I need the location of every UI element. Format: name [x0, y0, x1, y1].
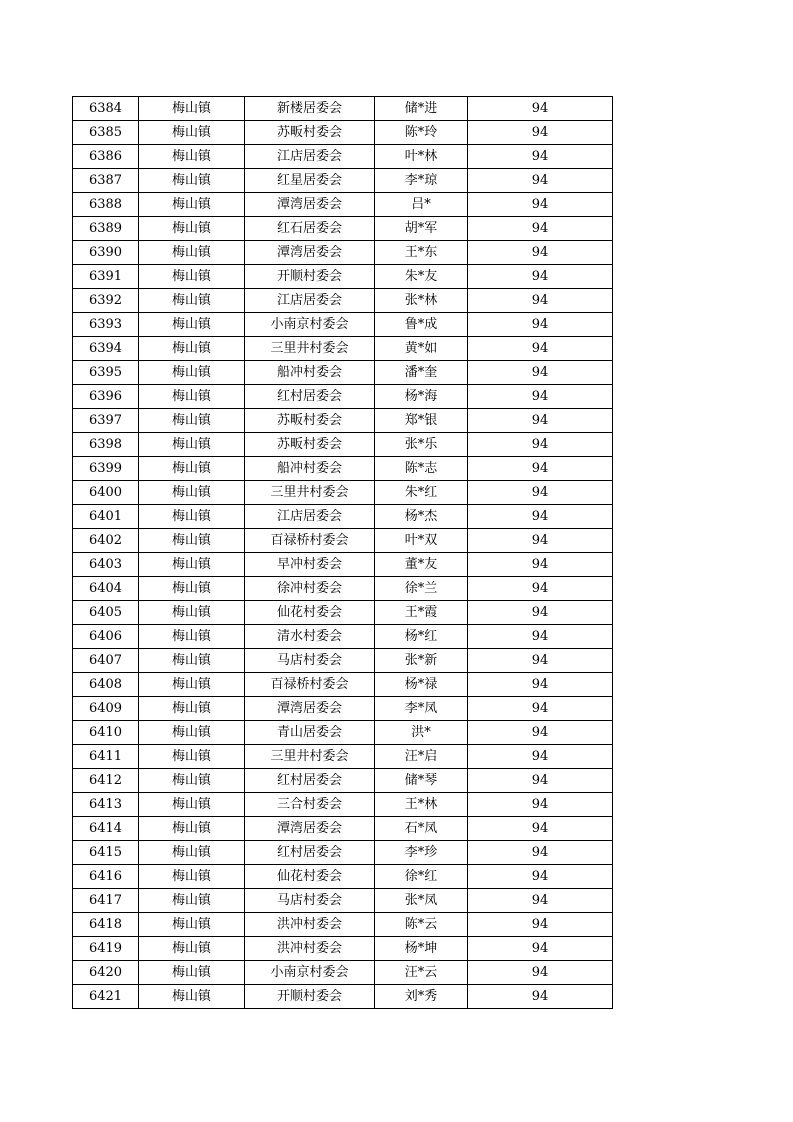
table-row: [73, 745, 613, 769]
village-cell: 开顺村委会: [245, 985, 375, 1009]
name-cell: 叶*林: [375, 145, 468, 169]
table-row: [73, 337, 613, 361]
name-cell: 鲁*成: [375, 313, 468, 337]
village-cell: 船冲村委会: [245, 361, 375, 385]
name-cell: 汪*云: [375, 961, 468, 985]
score-cell: 94: [468, 193, 613, 217]
village-cell: 三里井村委会: [245, 481, 375, 505]
name-cell: 李*琼: [375, 169, 468, 193]
town-cell: 梅山镇: [139, 625, 245, 649]
village-cell: 小南京村委会: [245, 961, 375, 985]
town-cell: 梅山镇: [139, 217, 245, 241]
row-id-cell: 6398: [73, 433, 139, 457]
score-cell: 94: [468, 769, 613, 793]
table-row: [73, 553, 613, 577]
row-id-cell: 6421: [73, 985, 139, 1009]
name-cell: 储*琴: [375, 769, 468, 793]
table-row: [73, 985, 613, 1009]
name-cell: 徐*兰: [375, 577, 468, 601]
town-cell: 梅山镇: [139, 961, 245, 985]
score-cell: 94: [468, 841, 613, 865]
name-cell: 王*霞: [375, 601, 468, 625]
row-id-cell: 6414: [73, 817, 139, 841]
row-id-cell: 6410: [73, 721, 139, 745]
table-row: [73, 505, 613, 529]
table-row: [73, 769, 613, 793]
town-cell: 梅山镇: [139, 169, 245, 193]
town-cell: 梅山镇: [139, 289, 245, 313]
score-cell: 94: [468, 361, 613, 385]
row-id-cell: 6420: [73, 961, 139, 985]
row-id-cell: 6406: [73, 625, 139, 649]
town-cell: 梅山镇: [139, 145, 245, 169]
village-cell: 马店村委会: [245, 889, 375, 913]
name-cell: 陈*云: [375, 913, 468, 937]
score-cell: 94: [468, 913, 613, 937]
town-cell: 梅山镇: [139, 529, 245, 553]
score-cell: 94: [468, 865, 613, 889]
score-cell: 94: [468, 169, 613, 193]
table-body: [73, 97, 613, 1009]
name-cell: 杨*杰: [375, 505, 468, 529]
table-row: [73, 577, 613, 601]
town-cell: 梅山镇: [139, 793, 245, 817]
town-cell: 梅山镇: [139, 265, 245, 289]
name-cell: 潘*奎: [375, 361, 468, 385]
name-cell: 张*林: [375, 289, 468, 313]
town-cell: 梅山镇: [139, 889, 245, 913]
score-cell: 94: [468, 673, 613, 697]
town-cell: 梅山镇: [139, 553, 245, 577]
row-id-cell: 6411: [73, 745, 139, 769]
row-id-cell: 6418: [73, 913, 139, 937]
village-cell: 洪冲村委会: [245, 937, 375, 961]
name-cell: 李*凤: [375, 697, 468, 721]
score-cell: 94: [468, 385, 613, 409]
town-cell: 梅山镇: [139, 97, 245, 121]
score-cell: 94: [468, 289, 613, 313]
score-cell: 94: [468, 217, 613, 241]
score-cell: 94: [468, 577, 613, 601]
name-cell: 杨*禄: [375, 673, 468, 697]
village-cell: 仙花村委会: [245, 865, 375, 889]
data-table: [72, 96, 613, 1009]
name-cell: 张*乐: [375, 433, 468, 457]
score-cell: 94: [468, 433, 613, 457]
name-cell: 黄*如: [375, 337, 468, 361]
name-cell: 陈*玲: [375, 121, 468, 145]
name-cell: 杨*坤: [375, 937, 468, 961]
name-cell: 王*东: [375, 241, 468, 265]
village-cell: 洪冲村委会: [245, 913, 375, 937]
name-cell: 朱*友: [375, 265, 468, 289]
table-row: [73, 889, 613, 913]
row-id-cell: 6413: [73, 793, 139, 817]
score-cell: 94: [468, 337, 613, 361]
row-id-cell: 6401: [73, 505, 139, 529]
score-cell: 94: [468, 625, 613, 649]
town-cell: 梅山镇: [139, 121, 245, 145]
table-row: [73, 529, 613, 553]
score-cell: 94: [468, 481, 613, 505]
town-cell: 梅山镇: [139, 721, 245, 745]
table-row: [73, 913, 613, 937]
name-cell: 刘*秀: [375, 985, 468, 1009]
table-row: [73, 601, 613, 625]
name-cell: 石*凤: [375, 817, 468, 841]
name-cell: 朱*红: [375, 481, 468, 505]
score-cell: 94: [468, 985, 613, 1009]
village-cell: 红星居委会: [245, 169, 375, 193]
table-row: [73, 169, 613, 193]
name-cell: 郑*银: [375, 409, 468, 433]
score-cell: 94: [468, 529, 613, 553]
town-cell: 梅山镇: [139, 505, 245, 529]
row-id-cell: 6404: [73, 577, 139, 601]
village-cell: 清水村委会: [245, 625, 375, 649]
village-cell: 早冲村委会: [245, 553, 375, 577]
table-row: [73, 721, 613, 745]
name-cell: 张*凤: [375, 889, 468, 913]
village-cell: 红村居委会: [245, 385, 375, 409]
score-cell: 94: [468, 241, 613, 265]
town-cell: 梅山镇: [139, 817, 245, 841]
table-row: [73, 217, 613, 241]
table-row: [73, 841, 613, 865]
name-cell: 洪*: [375, 721, 468, 745]
town-cell: 梅山镇: [139, 649, 245, 673]
village-cell: 江店居委会: [245, 145, 375, 169]
village-cell: 红村居委会: [245, 769, 375, 793]
name-cell: 王*林: [375, 793, 468, 817]
score-cell: 94: [468, 961, 613, 985]
town-cell: 梅山镇: [139, 481, 245, 505]
table-row: [73, 241, 613, 265]
table-row: [73, 937, 613, 961]
score-cell: 94: [468, 817, 613, 841]
name-cell: 李*珍: [375, 841, 468, 865]
village-cell: 红村居委会: [245, 841, 375, 865]
town-cell: 梅山镇: [139, 697, 245, 721]
village-cell: 红石居委会: [245, 217, 375, 241]
score-cell: 94: [468, 697, 613, 721]
row-id-cell: 6400: [73, 481, 139, 505]
name-cell: 胡*军: [375, 217, 468, 241]
score-cell: 94: [468, 745, 613, 769]
village-cell: 潭湾居委会: [245, 241, 375, 265]
table-row: [73, 313, 613, 337]
score-cell: 94: [468, 121, 613, 145]
town-cell: 梅山镇: [139, 601, 245, 625]
score-cell: 94: [468, 721, 613, 745]
village-cell: 船冲村委会: [245, 457, 375, 481]
village-cell: 苏畈村委会: [245, 409, 375, 433]
village-cell: 潭湾居委会: [245, 817, 375, 841]
town-cell: 梅山镇: [139, 193, 245, 217]
score-cell: 94: [468, 601, 613, 625]
town-cell: 梅山镇: [139, 577, 245, 601]
row-id-cell: 6412: [73, 769, 139, 793]
village-cell: 三里井村委会: [245, 337, 375, 361]
score-cell: 94: [468, 145, 613, 169]
row-id-cell: 6394: [73, 337, 139, 361]
row-id-cell: 6386: [73, 145, 139, 169]
name-cell: 储*进: [375, 97, 468, 121]
row-id-cell: 6395: [73, 361, 139, 385]
score-cell: 94: [468, 409, 613, 433]
town-cell: 梅山镇: [139, 385, 245, 409]
row-id-cell: 6393: [73, 313, 139, 337]
town-cell: 梅山镇: [139, 361, 245, 385]
name-cell: 吕*: [375, 193, 468, 217]
row-id-cell: 6402: [73, 529, 139, 553]
town-cell: 梅山镇: [139, 457, 245, 481]
table-row: [73, 793, 613, 817]
village-cell: 苏畈村委会: [245, 121, 375, 145]
score-cell: 94: [468, 553, 613, 577]
table-row: [73, 865, 613, 889]
row-id-cell: 6419: [73, 937, 139, 961]
score-cell: 94: [468, 265, 613, 289]
village-cell: 青山居委会: [245, 721, 375, 745]
table-row: [73, 193, 613, 217]
village-cell: 三里井村委会: [245, 745, 375, 769]
row-id-cell: 6399: [73, 457, 139, 481]
village-cell: 百禄桥村委会: [245, 673, 375, 697]
village-cell: 百禄桥村委会: [245, 529, 375, 553]
table-row: [73, 457, 613, 481]
table-row: [73, 145, 613, 169]
table-row: [73, 385, 613, 409]
score-cell: 94: [468, 457, 613, 481]
table-row: [73, 97, 613, 121]
town-cell: 梅山镇: [139, 313, 245, 337]
town-cell: 梅山镇: [139, 241, 245, 265]
town-cell: 梅山镇: [139, 409, 245, 433]
score-cell: 94: [468, 505, 613, 529]
village-cell: 马店村委会: [245, 649, 375, 673]
table-row: [73, 625, 613, 649]
table-row: [73, 289, 613, 313]
table-row: [73, 121, 613, 145]
score-cell: 94: [468, 313, 613, 337]
table-row: [73, 961, 613, 985]
row-id-cell: 6384: [73, 97, 139, 121]
table-row: [73, 697, 613, 721]
row-id-cell: 6415: [73, 841, 139, 865]
village-cell: 小南京村委会: [245, 313, 375, 337]
row-id-cell: 6409: [73, 697, 139, 721]
town-cell: 梅山镇: [139, 673, 245, 697]
name-cell: 杨*海: [375, 385, 468, 409]
name-cell: 张*新: [375, 649, 468, 673]
village-cell: 苏畈村委会: [245, 433, 375, 457]
row-id-cell: 6405: [73, 601, 139, 625]
town-cell: 梅山镇: [139, 337, 245, 361]
table-row: [73, 265, 613, 289]
table-row: [73, 817, 613, 841]
row-id-cell: 6387: [73, 169, 139, 193]
town-cell: 梅山镇: [139, 937, 245, 961]
village-cell: 江店居委会: [245, 289, 375, 313]
name-cell: 叶*双: [375, 529, 468, 553]
name-cell: 陈*志: [375, 457, 468, 481]
village-cell: 仙花村委会: [245, 601, 375, 625]
row-id-cell: 6388: [73, 193, 139, 217]
row-id-cell: 6391: [73, 265, 139, 289]
score-cell: 94: [468, 649, 613, 673]
village-cell: 潭湾居委会: [245, 193, 375, 217]
row-id-cell: 6416: [73, 865, 139, 889]
town-cell: 梅山镇: [139, 841, 245, 865]
score-cell: 94: [468, 889, 613, 913]
town-cell: 梅山镇: [139, 865, 245, 889]
score-cell: 94: [468, 793, 613, 817]
table-row: [73, 433, 613, 457]
table-row: [73, 649, 613, 673]
town-cell: 梅山镇: [139, 913, 245, 937]
village-cell: 开顺村委会: [245, 265, 375, 289]
name-cell: 徐*红: [375, 865, 468, 889]
row-id-cell: 6407: [73, 649, 139, 673]
town-cell: 梅山镇: [139, 433, 245, 457]
score-cell: 94: [468, 97, 613, 121]
village-cell: 潭湾居委会: [245, 697, 375, 721]
village-cell: 徐冲村委会: [245, 577, 375, 601]
table-row: [73, 361, 613, 385]
table-row: [73, 409, 613, 433]
table-row: [73, 673, 613, 697]
table-row: [73, 481, 613, 505]
row-id-cell: 6392: [73, 289, 139, 313]
name-cell: 汪*启: [375, 745, 468, 769]
name-cell: 董*友: [375, 553, 468, 577]
village-cell: 江店居委会: [245, 505, 375, 529]
row-id-cell: 6396: [73, 385, 139, 409]
name-cell: 杨*红: [375, 625, 468, 649]
row-id-cell: 6397: [73, 409, 139, 433]
score-cell: 94: [468, 937, 613, 961]
row-id-cell: 6408: [73, 673, 139, 697]
town-cell: 梅山镇: [139, 769, 245, 793]
row-id-cell: 6417: [73, 889, 139, 913]
town-cell: 梅山镇: [139, 985, 245, 1009]
row-id-cell: 6385: [73, 121, 139, 145]
row-id-cell: 6403: [73, 553, 139, 577]
village-cell: 新楼居委会: [245, 97, 375, 121]
town-cell: 梅山镇: [139, 745, 245, 769]
village-cell: 三合村委会: [245, 793, 375, 817]
row-id-cell: 6390: [73, 241, 139, 265]
row-id-cell: 6389: [73, 217, 139, 241]
